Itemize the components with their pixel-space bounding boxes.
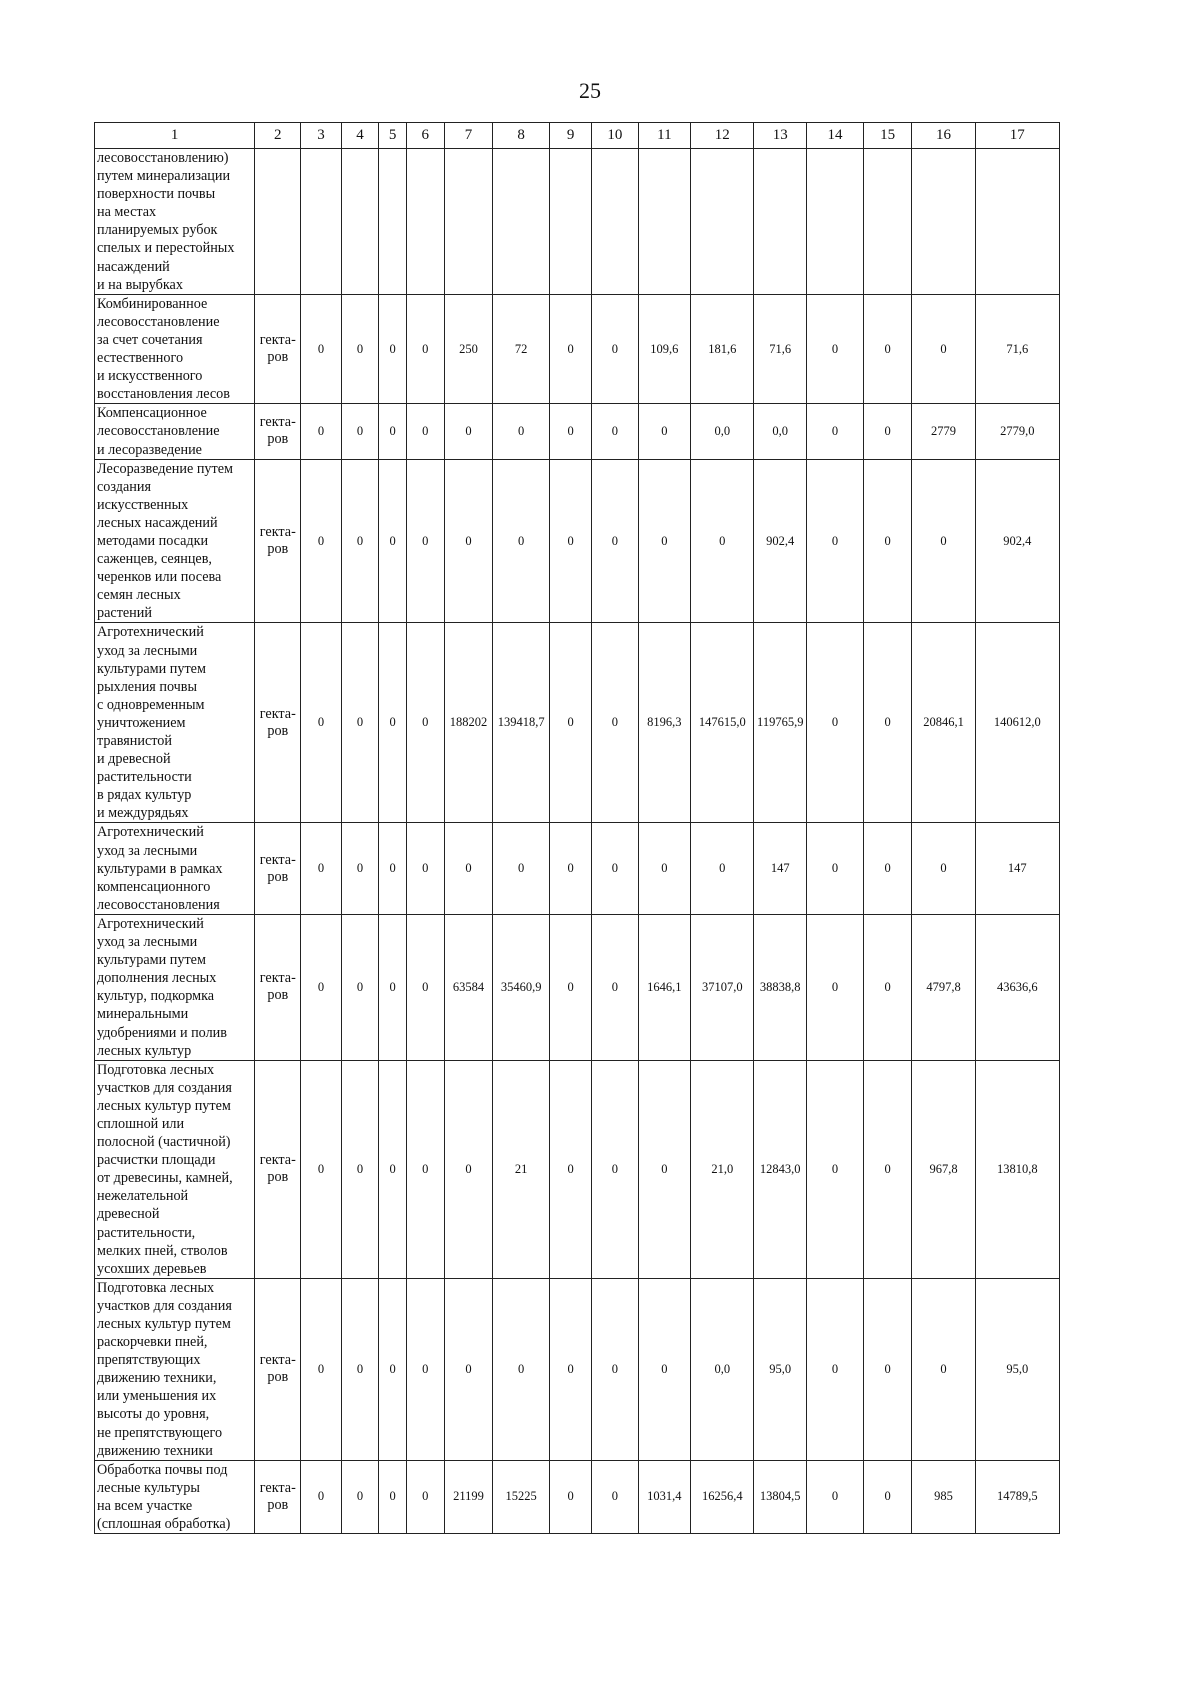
value-cell: 13810,8	[975, 1060, 1059, 1278]
value-cell: 0	[912, 294, 975, 404]
forestry-table	[94, 122, 1060, 1534]
value-cell: 140612,0	[975, 623, 1059, 823]
value-cell	[301, 149, 341, 295]
value-cell: 0	[550, 404, 592, 459]
value-cell: 0	[592, 1460, 638, 1533]
value-cell: 0	[301, 623, 341, 823]
value-cell: 0	[638, 1278, 691, 1460]
value-cell: 0	[444, 459, 492, 623]
table-row	[95, 1278, 1060, 1460]
value-cell: 0	[444, 1278, 492, 1460]
value-cell: 0	[301, 914, 341, 1060]
value-cell: 71,6	[754, 294, 807, 404]
value-cell: 0	[341, 1060, 379, 1278]
value-cell: 0	[379, 1060, 406, 1278]
table-row	[95, 1060, 1060, 1278]
value-cell: 0	[406, 1460, 444, 1533]
header-cell: 9	[550, 123, 592, 149]
value-cell: 37107,0	[691, 914, 754, 1060]
value-cell: 0	[807, 459, 864, 623]
value-cell: 95,0	[975, 1278, 1059, 1460]
value-cell	[638, 149, 691, 295]
value-cell	[379, 149, 406, 295]
value-cell: 2779,0	[975, 404, 1059, 459]
table-row	[95, 1460, 1060, 1533]
value-cell	[406, 149, 444, 295]
value-cell: 13804,5	[754, 1460, 807, 1533]
value-cell	[912, 149, 975, 295]
value-cell: 0	[341, 459, 379, 623]
value-cell: 0	[863, 294, 911, 404]
activity-name-cell: Агротехнический уход за лесными культурами в рамках компенсационного лесовосстановления	[95, 823, 255, 914]
value-cell: 0	[444, 1060, 492, 1278]
value-cell: 0	[301, 294, 341, 404]
value-cell: 0	[550, 623, 592, 823]
value-cell: 35460,9	[493, 914, 550, 1060]
value-cell	[341, 149, 379, 295]
value-cell	[691, 149, 754, 295]
activity-name-cell: лесовосстановлению) путем минерализации поверхности почвы на местах планируемых рубок спелых и перестойных насаждений и на вырубках	[95, 149, 255, 295]
unit-cell: гекта- ров	[255, 404, 301, 459]
value-cell: 95,0	[754, 1278, 807, 1460]
value-cell: 21,0	[691, 1060, 754, 1278]
value-cell	[754, 149, 807, 295]
value-cell: 0	[406, 404, 444, 459]
value-cell: 0	[592, 823, 638, 914]
value-cell: 0	[592, 1278, 638, 1460]
value-cell: 0	[592, 1060, 638, 1278]
value-cell: 0	[301, 823, 341, 914]
value-cell: 0	[493, 823, 550, 914]
value-cell: 0	[493, 1278, 550, 1460]
value-cell: 0,0	[691, 1278, 754, 1460]
value-cell: 0	[807, 294, 864, 404]
value-cell: 21199	[444, 1460, 492, 1533]
value-cell: 0	[550, 914, 592, 1060]
value-cell: 902,4	[975, 459, 1059, 623]
value-cell: 16256,4	[691, 1460, 754, 1533]
value-cell: 0,0	[691, 404, 754, 459]
table-row	[95, 623, 1060, 823]
header-row	[95, 123, 1060, 149]
value-cell: 0	[807, 1460, 864, 1533]
value-cell: 0	[379, 1460, 406, 1533]
unit-cell: гекта- ров	[255, 1278, 301, 1460]
value-cell: 902,4	[754, 459, 807, 623]
value-cell: 0	[638, 823, 691, 914]
value-cell: 1031,4	[638, 1460, 691, 1533]
table-row	[95, 294, 1060, 404]
value-cell: 0	[912, 1278, 975, 1460]
value-cell: 14789,5	[975, 1460, 1059, 1533]
value-cell: 0	[912, 459, 975, 623]
value-cell: 0	[863, 823, 911, 914]
activity-name-cell: Комбинированное лесовосстановление за счет сочетания естественного и искусственного восстановления лесов	[95, 294, 255, 404]
unit-cell: гекта- ров	[255, 623, 301, 823]
header-cell: 12	[691, 123, 754, 149]
value-cell: 0	[444, 404, 492, 459]
header-cell: 17	[975, 123, 1059, 149]
value-cell: 0	[592, 623, 638, 823]
value-cell: 0	[444, 823, 492, 914]
table-row	[95, 459, 1060, 623]
value-cell: 0	[379, 914, 406, 1060]
value-cell: 43636,6	[975, 914, 1059, 1060]
value-cell: 250	[444, 294, 492, 404]
value-cell: 15225	[493, 1460, 550, 1533]
header-cell: 6	[406, 123, 444, 149]
table-row	[95, 149, 1060, 295]
value-cell: 147	[754, 823, 807, 914]
value-cell: 0	[379, 459, 406, 623]
value-cell: 0	[341, 1460, 379, 1533]
value-cell: 0	[301, 1278, 341, 1460]
header-cell: 3	[301, 123, 341, 149]
value-cell: 0	[406, 914, 444, 1060]
value-cell: 0	[592, 459, 638, 623]
value-cell: 0	[341, 623, 379, 823]
activity-name-cell: Агротехнический уход за лесными культурами путем дополнения лесных культур, подкормка минеральными удобрениями и полив лесных культур	[95, 914, 255, 1060]
value-cell: 0	[379, 623, 406, 823]
value-cell: 967,8	[912, 1060, 975, 1278]
value-cell: 8196,3	[638, 623, 691, 823]
value-cell: 2779	[912, 404, 975, 459]
value-cell: 0	[807, 404, 864, 459]
value-cell: 0	[550, 1460, 592, 1533]
unit-cell	[255, 149, 301, 295]
header-cell: 16	[912, 123, 975, 149]
value-cell: 0,0	[754, 404, 807, 459]
value-cell: 0	[863, 1060, 911, 1278]
value-cell: 0	[550, 823, 592, 914]
value-cell: 0	[863, 914, 911, 1060]
value-cell: 0	[550, 294, 592, 404]
header-cell: 8	[493, 123, 550, 149]
value-cell: 72	[493, 294, 550, 404]
value-cell: 0	[493, 459, 550, 623]
activity-name-cell: Подготовка лесных участков для создания лесных культур путем раскорчевки пней, препятствующих движению техники, или уменьшения их высоты до уровня, не препятствующего движению техники	[95, 1278, 255, 1460]
value-cell: 0	[592, 294, 638, 404]
value-cell: 0	[863, 459, 911, 623]
value-cell: 0	[807, 1060, 864, 1278]
activity-name-cell: Компенсационное лесовосстановление и лесоразведение	[95, 404, 255, 459]
value-cell: 12843,0	[754, 1060, 807, 1278]
value-cell: 0	[638, 1060, 691, 1278]
value-cell: 147615,0	[691, 623, 754, 823]
value-cell	[807, 149, 864, 295]
value-cell	[975, 149, 1059, 295]
unit-cell: гекта- ров	[255, 914, 301, 1060]
value-cell: 109,6	[638, 294, 691, 404]
value-cell: 985	[912, 1460, 975, 1533]
value-cell: 188202	[444, 623, 492, 823]
value-cell: 0	[301, 404, 341, 459]
value-cell: 0	[379, 404, 406, 459]
value-cell: 0	[406, 1278, 444, 1460]
value-cell	[863, 149, 911, 295]
value-cell: 119765,9	[754, 623, 807, 823]
value-cell: 0	[341, 294, 379, 404]
value-cell: 0	[550, 1278, 592, 1460]
value-cell: 0	[807, 823, 864, 914]
unit-cell: гекта- ров	[255, 1060, 301, 1278]
value-cell: 0	[807, 914, 864, 1060]
value-cell: 0	[301, 1460, 341, 1533]
activity-name-cell: Обработка почвы под лесные культуры на всем участке (сплошная обработка)	[95, 1460, 255, 1533]
activity-name-cell: Подготовка лесных участков для создания лесных культур путем сплошной или полосной (частичной) расчистки площади от древесины, камней, нежелательной древесной растительности, мелких пней, стволов усохших деревьев	[95, 1060, 255, 1278]
value-cell: 63584	[444, 914, 492, 1060]
value-cell: 0	[863, 623, 911, 823]
value-cell: 0	[863, 1460, 911, 1533]
value-cell: 0	[379, 823, 406, 914]
table-row	[95, 823, 1060, 914]
value-cell	[444, 149, 492, 295]
header-cell: 13	[754, 123, 807, 149]
unit-cell: гекта- ров	[255, 294, 301, 404]
header-cell: 5	[379, 123, 406, 149]
value-cell	[592, 149, 638, 295]
header-cell: 2	[255, 123, 301, 149]
value-cell: 0	[493, 404, 550, 459]
header-cell: 10	[592, 123, 638, 149]
value-cell: 0	[406, 294, 444, 404]
header-cell: 1	[95, 123, 255, 149]
value-cell: 0	[379, 294, 406, 404]
value-cell: 21	[493, 1060, 550, 1278]
value-cell: 0	[691, 459, 754, 623]
unit-cell: гекта- ров	[255, 459, 301, 623]
value-cell: 1646,1	[638, 914, 691, 1060]
value-cell	[493, 149, 550, 295]
header-cell: 14	[807, 123, 864, 149]
value-cell: 181,6	[691, 294, 754, 404]
value-cell: 4797,8	[912, 914, 975, 1060]
page-number: 25	[579, 78, 601, 103]
value-cell: 139418,7	[493, 623, 550, 823]
value-cell: 0	[912, 823, 975, 914]
value-cell: 0	[592, 914, 638, 1060]
table-row	[95, 404, 1060, 459]
value-cell: 0	[406, 623, 444, 823]
unit-cell: гекта- ров	[255, 823, 301, 914]
header-cell: 4	[341, 123, 379, 149]
value-cell: 0	[550, 1060, 592, 1278]
value-cell: 0	[863, 404, 911, 459]
value-cell: 0	[638, 459, 691, 623]
value-cell: 0	[379, 1278, 406, 1460]
header-cell: 15	[863, 123, 911, 149]
value-cell: 38838,8	[754, 914, 807, 1060]
value-cell: 0	[341, 823, 379, 914]
header-cell: 11	[638, 123, 691, 149]
table-row	[95, 914, 1060, 1060]
activity-name-cell: Лесоразведение путем создания искусственных лесных насаждений методами посадки саженцев, сеянцев, черенков или посева семян лесных растений	[95, 459, 255, 623]
value-cell: 0	[301, 1060, 341, 1278]
value-cell: 0	[592, 404, 638, 459]
unit-cell: гекта- ров	[255, 1460, 301, 1533]
value-cell: 0	[406, 459, 444, 623]
value-cell: 20846,1	[912, 623, 975, 823]
value-cell: 0	[807, 623, 864, 823]
value-cell: 0	[406, 1060, 444, 1278]
value-cell: 0	[341, 1278, 379, 1460]
value-cell: 0	[863, 1278, 911, 1460]
table-body	[95, 123, 1060, 1534]
value-cell: 0	[341, 914, 379, 1060]
value-cell: 0	[341, 404, 379, 459]
value-cell: 0	[691, 823, 754, 914]
value-cell: 0	[807, 1278, 864, 1460]
value-cell: 0	[406, 823, 444, 914]
value-cell: 71,6	[975, 294, 1059, 404]
activity-name-cell: Агротехнический уход за лесными культурами путем рыхления почвы с одновременным уничтожением травянистой и древесной растительности в рядах культур и междурядьях	[95, 623, 255, 823]
value-cell: 0	[550, 459, 592, 623]
value-cell: 0	[301, 459, 341, 623]
header-cell: 7	[444, 123, 492, 149]
value-cell: 147	[975, 823, 1059, 914]
value-cell: 0	[638, 404, 691, 459]
value-cell	[550, 149, 592, 295]
